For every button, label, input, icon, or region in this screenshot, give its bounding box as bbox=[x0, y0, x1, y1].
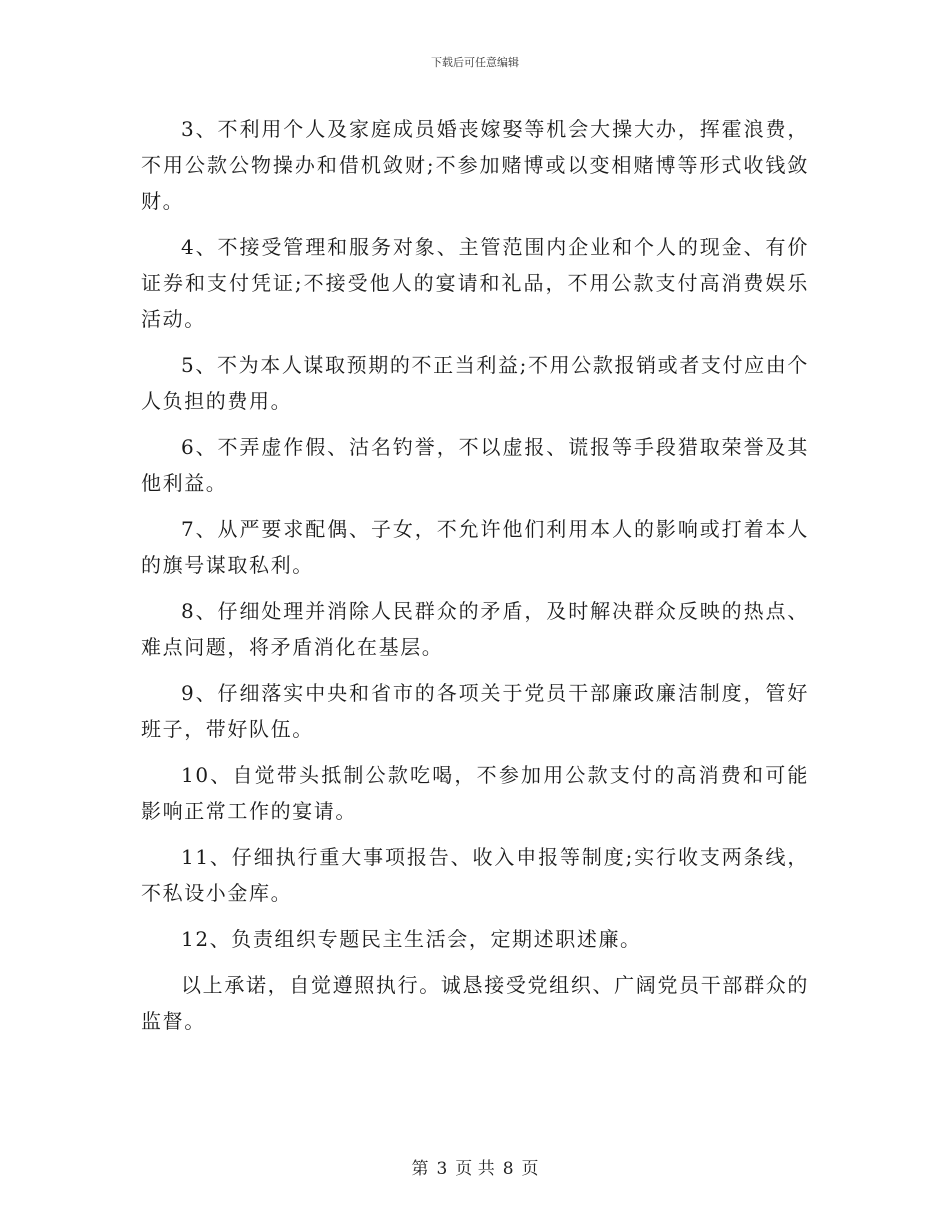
page-number-footer bbox=[0, 1154, 950, 1179]
footer-middle: 页 共 bbox=[455, 1159, 495, 1179]
paragraph-item-9: 9、仔细落实中央和省市的各项关于党员干部廉政廉洁制度，管好班子，带好队伍。 bbox=[141, 681, 809, 741]
footer-prefix: 第 bbox=[411, 1159, 429, 1179]
paragraph-item-12: 12、负责组织专题民主生活会，定期述职述廉。 bbox=[181, 927, 642, 951]
document-body bbox=[141, 111, 809, 1049]
footer-total-pages: 8 bbox=[502, 1159, 514, 1179]
footer-suffix: 页 bbox=[521, 1159, 539, 1179]
paragraph-item-11: 11、仔细执行重大事项报告、收入申报等制度;实行收支两条线，不私设小金库。 bbox=[141, 845, 809, 905]
paragraph-item-10: 10、自觉带头抵制公款吃喝，不参加用公款支付的高消费和可能影响正常工作的宴请。 bbox=[141, 763, 809, 823]
paragraph-item-4: 4、不接受管理和服务对象、主管范围内企业和个人的现金、有价证券和支付凭证;不接受他人的宴请和礼品，不用公款支付高消费娱乐活动。 bbox=[141, 235, 809, 331]
closing-paragraph: 以上承诺，自觉遵照执行。诚恳接受党组织、广阔党员干部群众的监督。 bbox=[141, 973, 809, 1033]
footer-current-page: 3 bbox=[436, 1159, 448, 1179]
paragraph-item-6: 6、不弄虚作假、沽名钓誉，不以虚报、谎报等手段猎取荣誉及其他利益。 bbox=[141, 435, 809, 495]
paragraph-item-3: 3、不利用个人及家庭成员婚丧嫁娶等机会大操大办，挥霍浪费，不用公款公物操办和借机敛财;不参加赌博或以变相赌博等形式收钱敛财。 bbox=[141, 117, 809, 213]
header-note: 下载后可任意编辑 bbox=[431, 56, 519, 69]
paragraph-item-8: 8、仔细处理并消除人民群众的矛盾，及时解决群众反映的热点、难点问题，将矛盾消化在基层。 bbox=[141, 599, 809, 659]
paragraph-item-5: 5、不为本人谋取预期的不正当利益;不用公款报销或者支付应由个人负担的费用。 bbox=[141, 353, 809, 413]
paragraph-item-7: 7、从严要求配偶、子女，不允许他们利用本人的影响或打着本人的旗号谋取私利。 bbox=[141, 517, 809, 577]
